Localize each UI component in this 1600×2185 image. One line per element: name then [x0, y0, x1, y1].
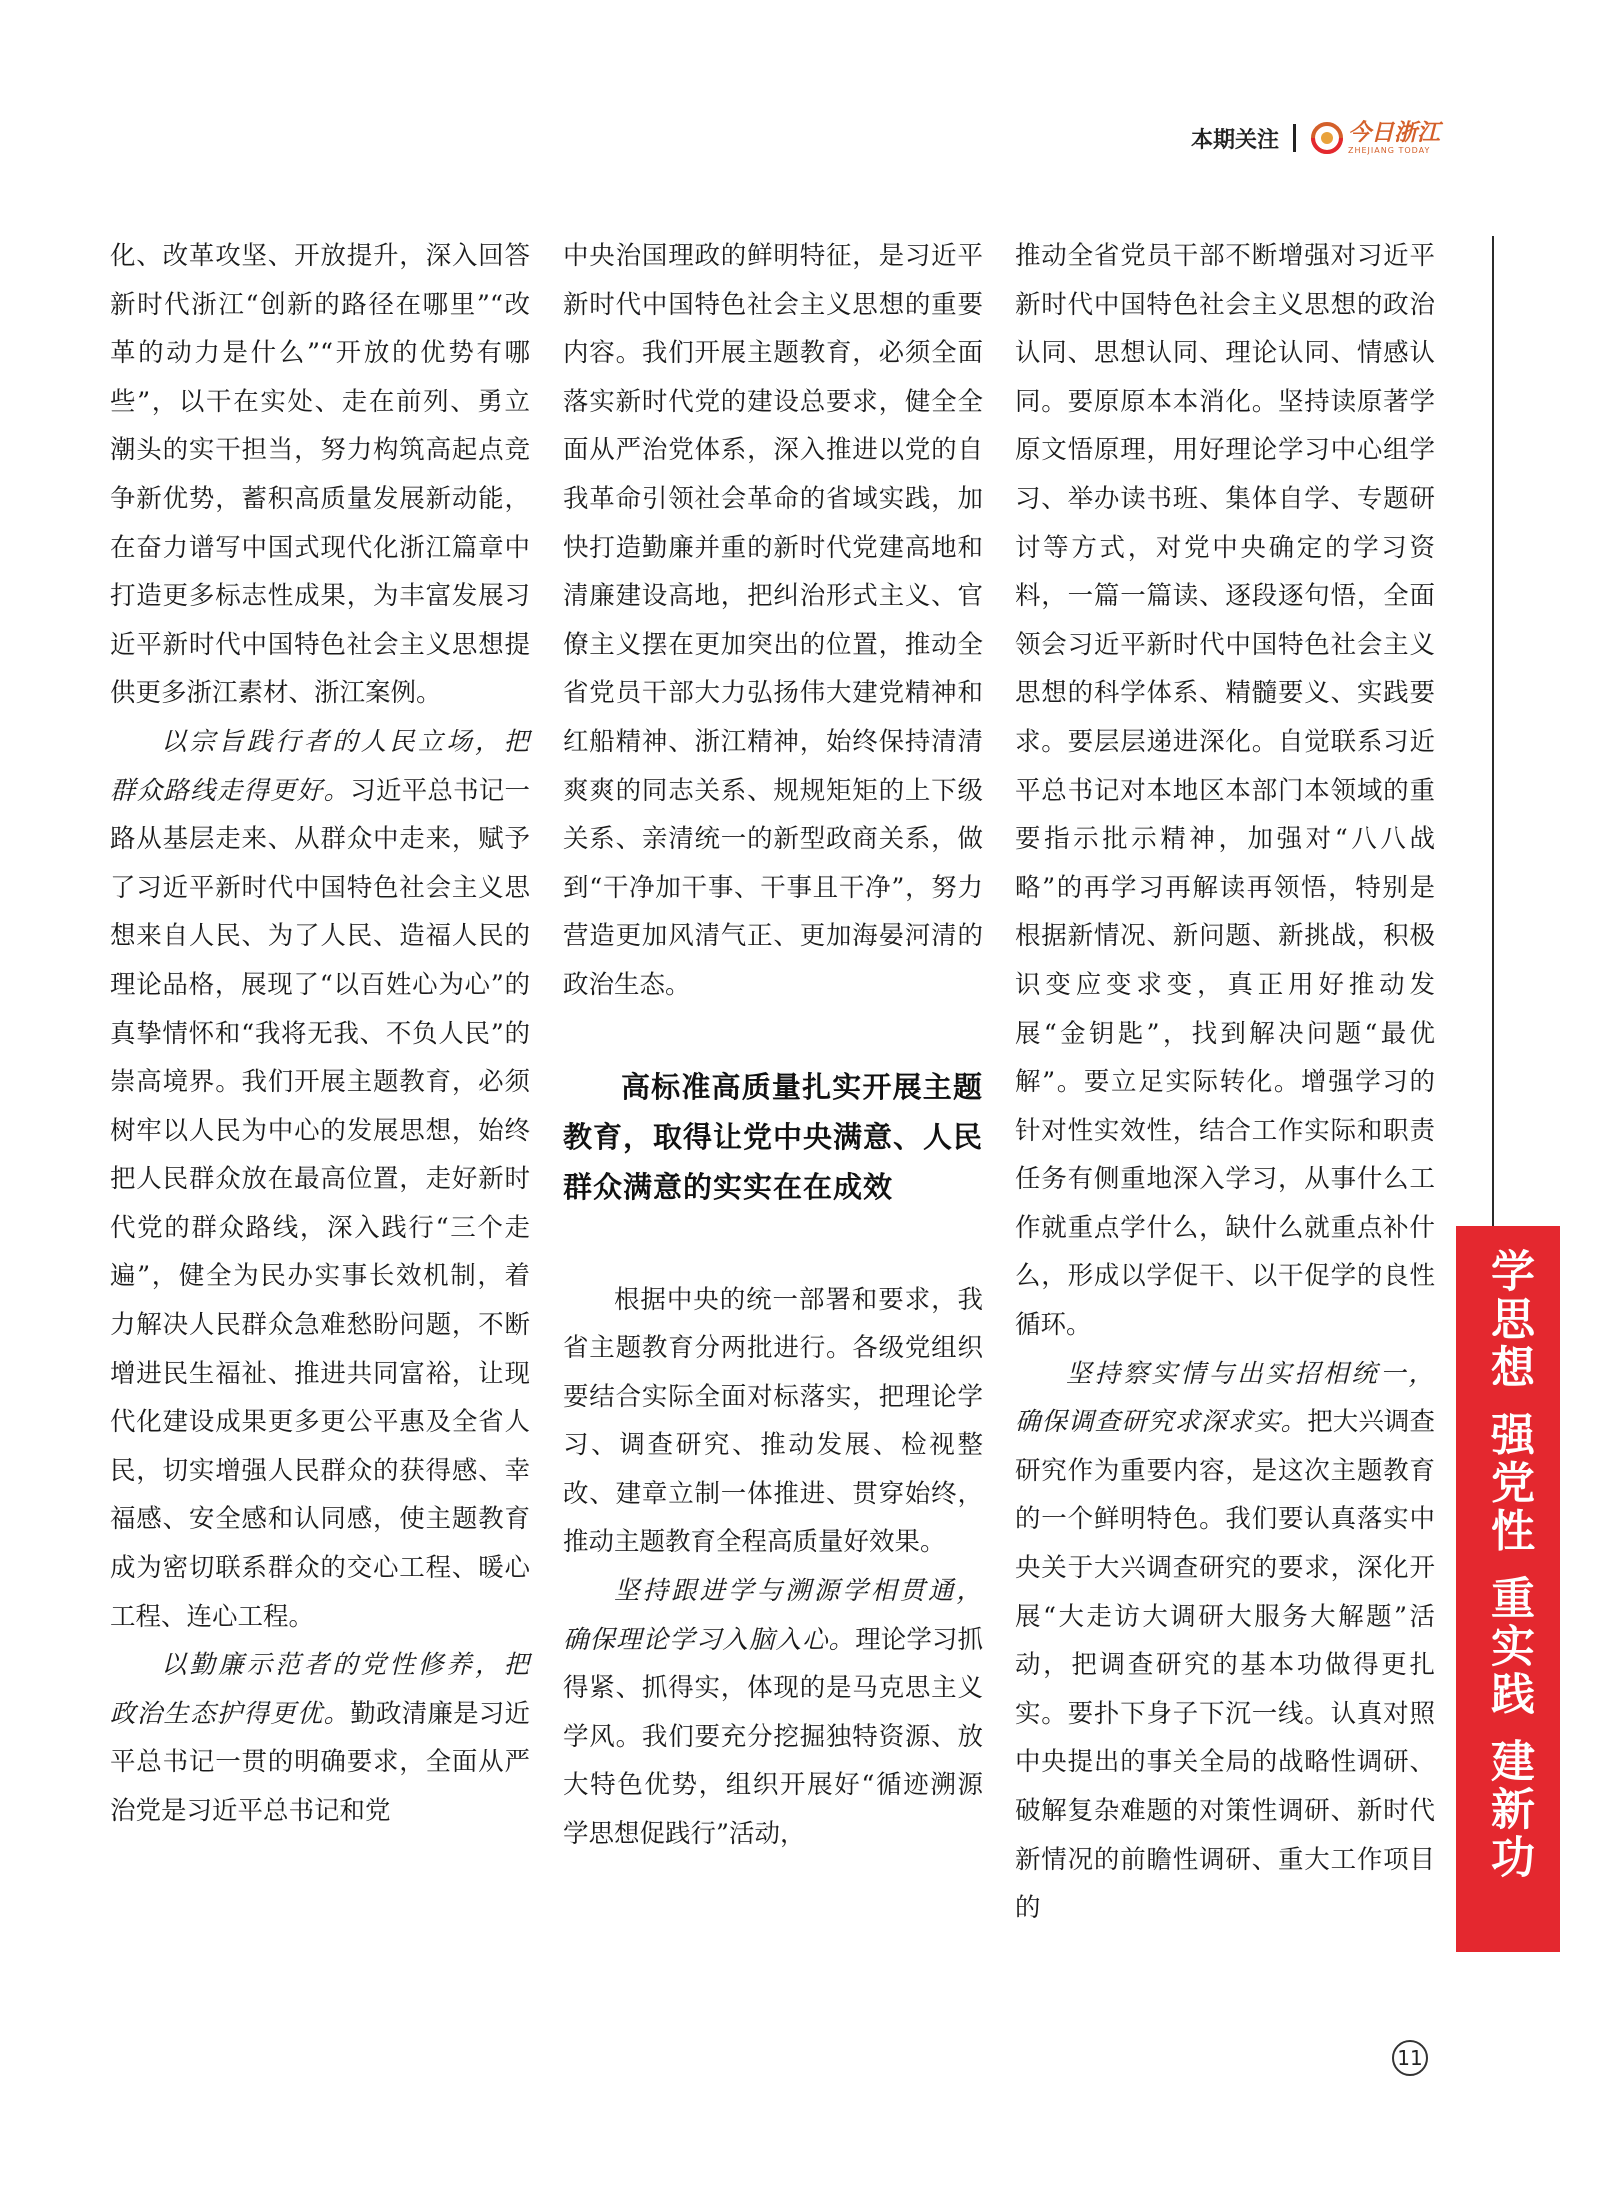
paragraph: [563, 1567, 983, 1859]
header-divider: [1293, 124, 1296, 152]
sun-logo-icon: [1310, 121, 1344, 155]
paragraph-lead: 坚持察实情与出实招相统一，确保调查研究求深求实。: [1015, 1358, 1435, 1438]
paragraph: [110, 718, 530, 1641]
page-header: [1191, 118, 1440, 158]
paragraph-lead: 以勤廉示范者的党性修养，把政治生态护得更优。: [110, 1650, 530, 1729]
magazine-logo: [1310, 121, 1440, 155]
paragraph-lead: 以宗旨践行者的人民立场，把群众路线走得更好。: [110, 726, 530, 806]
logo-english-text: ZHEJIANG TODAY: [1348, 146, 1431, 155]
section-title: 本期关注: [1190, 127, 1279, 153]
paragraph-lead: 坚持跟进学与溯源学相贯通，确保理论学习入脑入心。: [563, 1576, 983, 1655]
slogan-text: 学思想 强党性 重实践 建新功: [1483, 1248, 1534, 1882]
text-column-1: [110, 232, 530, 1836]
paragraph: 化、改革攻坚、开放提升，深入回答新时代浙江“创新的路径在哪里”“改革的动力是什么”“开放的优势有哪些”，以干在实处、走在前列、勇立潮头的实干担当，努力构筑高起点竞争新优势，蓄积高质量发展新动能，在奋力谱写中国式现代化浙江篇章中打造更多标志性成果，为丰富发展习近平新时代中国特色社会主义思想提供更多浙江素材、浙江案例。: [110, 241, 530, 709]
page-number: 11: [1392, 2040, 1428, 2076]
paragraph: 中央治国理政的鲜明特征，是习近平新时代中国特色社会主义思想的重要内容。我们开展主题教育，必须全面落实新时代党的建设总要求，健全全面从严治党体系，深入推进以党的自我革命引领社会革命的省域实践，加快打造勤廉并重的新时代党建高地和清廉建设高地，把纠治形式主义、官僚主义摆在更加突出的位置，推动全省党员干部大力弘扬伟大建党精神和红船精神、浙江精神，始终保持清清爽爽的同志关系、规规矩矩的上下级关系、亲清统一的新型政商关系，做到“干净加干事、干事且干净”，努力营造更加风清气正、更加海晏河清的政治生态。: [563, 241, 983, 1000]
section-heading: 高标准高质量扎实开展主题教育，取得让党中央满意、人民群众满意的实实在在成效: [563, 1069, 984, 1204]
paragraph-body: 把大兴调查研究作为重要内容，是这次主题教育的一个鲜明特色。我们要认真落实中央关于大兴调查研究的要求，深化开展“大走访大调研大服务大解题”活动，把调查研究的基本功做得更扎实。要扑下身子下沉一线。认真对照中央提出的事关全局的战略性调研、破解复杂难题的对策性调研、新时代新情况的前瞻性调研、重大工作项目的: [1015, 1407, 1435, 1924]
paragraph: 推动全省党员干部不断增强对习近平新时代中国特色社会主义思想的政治认同、思想认同、理论认同、情感认同。要原原本本消化。坚持读原著学原文悟原理，用好理论学习中心组学习、举办读书班、集体自学、专题研讨等方式，对党中央确定的学习资料，一篇一篇读、逐段逐句悟，全面领会习近平新时代中国特色社会主义思想的科学体系、精髓要义、实践要求。要层层递进深化。自觉联系习近平总书记对本地区本部门本领域的重要指示批示精神，加强对“八八战略”的再学习再解读再领悟，特别是根据新情况、新问题、新挑战，积极识变应变求变，真正用好推动发展“金钥匙”，找到解决问题“最优解”。要立足实际转化。增强学习的针对性实效性，结合工作实际和职责任务有侧重地深入学习，从事什么工作就重点学什么，缺什么就重点补什么，形成以学促干、以干促学的良性循环。: [1015, 241, 1435, 1341]
paragraph-body: 勤政清廉是习近平总书记一贯的明确要求，全面从严治党是习近平总书记和党: [110, 1698, 530, 1826]
logo-chinese-text: 今日浙江: [1348, 119, 1440, 146]
slogan-banner: [1456, 1226, 1560, 1952]
paragraph-body: 理论学习抓得紧、抓得实，体现的是马克思主义学风。我们要充分挖掘独特资源、放大特色优势，组织开展好“循迹溯源学思想促践行”活动，: [563, 1624, 983, 1850]
text-column-3: [1015, 232, 1435, 1933]
paragraph: 根据中央的统一部署和要求，我省主题教育分两批进行。各级党组织要结合实际全面对标落实，把理论学习、调查研究、推动发展、检视整改、建章立制一体推进、贯穿始终，推动主题教育全程高质量好效果。: [563, 1284, 983, 1558]
paragraph: [110, 1641, 530, 1835]
text-column-2: [563, 232, 983, 1859]
paragraph: [1015, 1350, 1435, 1933]
paragraph-body: 习近平总书记一路从基层走来、从群众中走来，赋予了习近平新时代中国特色社会主义思想来自人民、为了人民、造福人民的理论品格，展现了“以百姓心为心”的真挚情怀和“我将无我、不负人民”的崇高境界。我们开展主题教育，必须树牢以人民为中心的发展思想，始终把人民群众放在最高位置，走好新时代党的群众路线，深入践行“三个走遍”，健全为民办实事长效机制，着力解决人民群众急难愁盼问题，不断增进民生福祉、推进共同富裕，让现代化建设成果更多更公平惠及全省人民，切实增强人民群众的获得感、幸福感、安全感和认同感，使主题教育成为密切联系群众的交心工程、暖心工程、连心工程。: [110, 775, 530, 1632]
side-rule: [1492, 236, 1494, 1226]
